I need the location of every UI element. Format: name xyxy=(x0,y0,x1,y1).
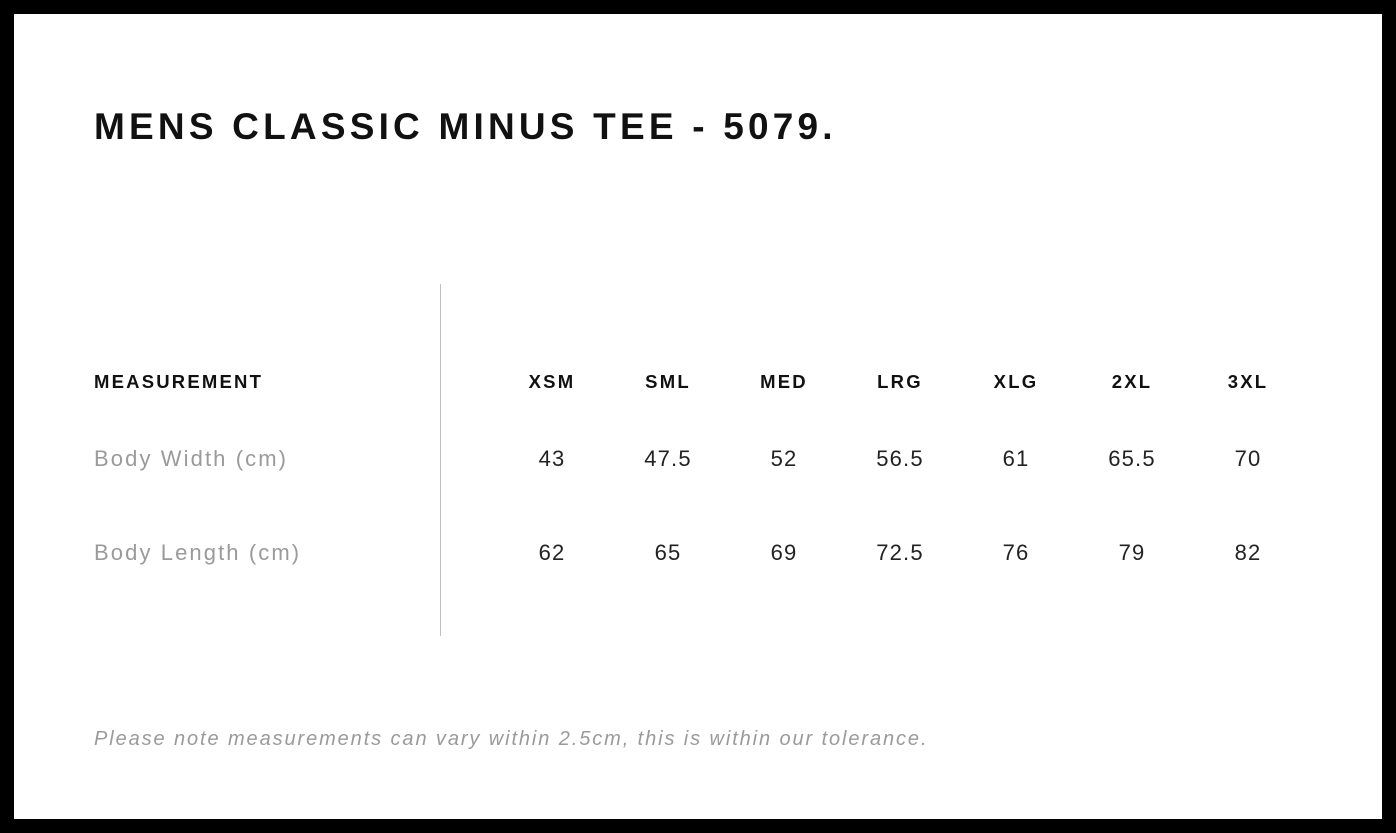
column-header-sml: SML xyxy=(645,371,691,392)
cell-body-width-3xl: 70 xyxy=(1234,446,1262,471)
column-header-2xl: 2XL xyxy=(1111,371,1153,392)
cell-body-length-xlg: 76 xyxy=(1002,540,1030,565)
size-chart-page xyxy=(14,14,1382,819)
table-row xyxy=(94,506,1306,600)
column-header-med: MED xyxy=(760,371,808,392)
row-label-body-width: Body Width (cm) xyxy=(94,446,289,471)
cell-body-width-xlg: 61 xyxy=(1002,446,1030,471)
column-header-measurement: MEASUREMENT xyxy=(94,371,264,392)
page-title: MENS CLASSIC MINUS TEE - 5079. xyxy=(94,106,837,147)
cell-body-length-med: 69 xyxy=(770,540,798,565)
column-header-3xl: 3XL xyxy=(1227,371,1269,392)
column-header-lrg: LRG xyxy=(877,371,923,392)
column-header-xsm: XSM xyxy=(528,371,576,392)
size-chart-table xyxy=(94,352,1306,600)
tolerance-note: Please note measurements can vary within 2.5cm, this is within our tolerance. xyxy=(94,728,929,750)
cell-body-width-sml: 47.5 xyxy=(644,446,692,471)
cell-body-width-2xl: 65.5 xyxy=(1108,446,1156,471)
cell-body-length-xsm: 62 xyxy=(538,540,566,565)
cell-body-length-sml: 65 xyxy=(654,540,682,565)
row-label-body-length: Body Length (cm) xyxy=(94,540,302,565)
cell-body-width-lrg: 56.5 xyxy=(876,446,924,471)
cell-body-width-med: 52 xyxy=(770,446,798,471)
table-row xyxy=(94,412,1306,506)
column-header-xlg: XLG xyxy=(993,371,1039,392)
cell-body-length-2xl: 79 xyxy=(1118,540,1146,565)
cell-body-length-3xl: 82 xyxy=(1234,540,1262,565)
cell-body-length-lrg: 72.5 xyxy=(876,540,924,565)
cell-body-width-xsm: 43 xyxy=(538,446,566,471)
table-header-row xyxy=(94,352,1306,412)
